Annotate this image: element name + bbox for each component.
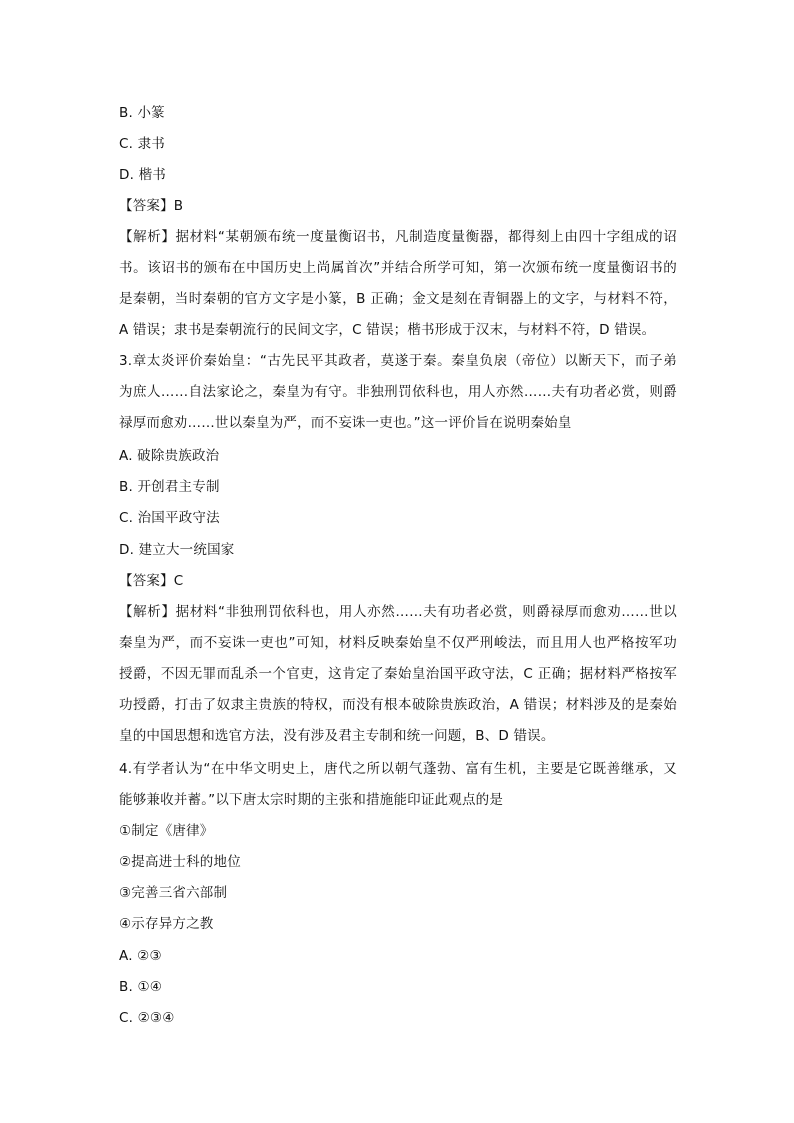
analysis-q3-line5: 皇的中国思想和选官方法，没有涉及君主专制和统一问题，B、D 错误。 [119,728,555,744]
q4-item-2: ②提高进士科的地位 [119,854,241,870]
q4-option-a: A. ②③ [119,948,162,964]
q3-option-b: B. 开创君主专制 [119,479,220,495]
analysis-q2-line2: 书。该诏书的颁布在中国历史上尚属首次”并结合所学可知，第一次颁布统一度量衡诏书的 [119,260,677,276]
option-b-xiaozhuan: B. 小篆 [119,105,165,121]
question-4-line2: 能够兼收并蓄。”以下唐太宗时期的主张和措施能印证此观点的是 [119,792,504,808]
q3-option-a: A. 破除贵族政治 [119,448,220,464]
analysis-q2-line4: A 错误；隶书是秦朝流行的民间文字，C 错误；楷书形成于汉末，与材料不符，D 错误。 [119,322,656,338]
analysis-q3-line4: 功授爵，打击了奴隶主贵族的特权，而没有根本破除贵族政治，A 错误；材料涉及的是秦始 [119,697,677,713]
q4-item-3: ③完善三省六部制 [119,885,228,901]
question-3-line3: 禄厚而愈劝……世以秦皇为严，而不妄诛一吏也。”这一评价旨在说明秦始皇 [119,415,572,431]
answer-q3: 【答案】C [119,573,184,589]
analysis-q3-line2: 秦皇为严，而不妄诛一吏也”可知，材料反映秦始皇不仅严刑峻法，而且用人也严格按军功 [119,635,677,651]
analysis-q2-line3: 是秦朝，当时秦朝的官方文字是小篆，B 正确；金文是刻在青铜器上的文字，与材料不符， [119,291,677,307]
q4-item-4: ④示存异方之教 [119,916,214,932]
q4-option-b: B. ①④ [119,979,163,995]
q4-item-1: ①制定《唐律》 [119,823,214,839]
question-3-line2: 为庶人……自法家论之，秦皇为有守。非独刑罚依科也，用人亦然……夫有功者必赏，则爵 [119,384,677,400]
analysis-q3-line3: 授爵，不因无罪而乱杀一个官吏，这肯定了秦始皇治国平政守法，C 正确；据材料严格按军 [119,666,677,682]
question-3-line1: 3.章太炎评价秦始皇：“古先民平其政者，莫遂于秦。秦皇负扆（帝位）以断天下，而子弟 [119,353,677,369]
answer-q2: 【答案】B [119,198,184,214]
question-4-line1: 4.有学者认为“在中华文明史上，唐代之所以朝气蓬勃、富有生机，主要是它既善继承，又 [119,761,677,777]
q4-option-c: C. ②③④ [119,1010,175,1026]
option-c-lishu: C. 隶书 [119,136,166,152]
analysis-q3-line1: 【解析】据材料“非独刑罚依科也，用人亦然……夫有功者必赏，则爵禄厚而愈劝……世以 [119,604,677,620]
analysis-q2-line1: 【解析】据材料“某朝颁布统一度量衡诏书，凡制造度量衡器，都得刻上由四十字组成的诏 [119,229,677,245]
q3-option-c: C. 治国平政守法 [119,510,220,526]
q3-option-d: D. 建立大一统国家 [119,542,235,558]
option-d-kaishu: D. 楷书 [119,167,166,183]
